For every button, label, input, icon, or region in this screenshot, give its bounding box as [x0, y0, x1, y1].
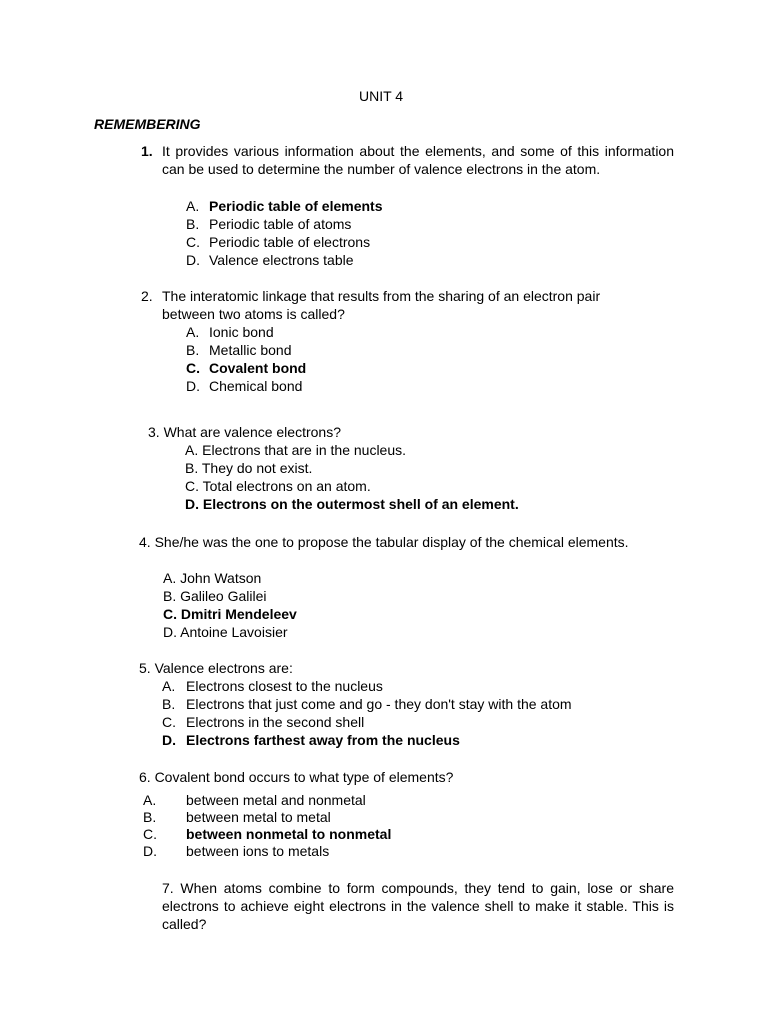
option-letter: C.	[143, 826, 157, 842]
question-text: 4. She/he was the one to propose the tabular display of the chemical elements.	[139, 534, 629, 550]
option-letter: C.	[186, 360, 200, 376]
section-heading: REMEMBERING	[94, 116, 201, 132]
option-text-correct: C. Dmitri Mendeleev	[163, 606, 297, 622]
option-text: Electrons closest to the nucleus	[186, 678, 383, 694]
option-text-correct: D. Electrons on the outermost shell of an element.	[185, 496, 519, 512]
option-letter: D.	[162, 732, 176, 748]
option-text: Ionic bond	[209, 324, 274, 340]
option-text: Electrons that just come and go - they don't stay with the atom	[186, 696, 572, 712]
option-text: B. Galileo Galilei	[163, 588, 267, 604]
option-text: C. Total electrons on an atom.	[185, 478, 371, 494]
question-text-line1: The interatomic linkage that results from the sharing of an electron pair	[162, 288, 601, 304]
option-text: Metallic bond	[209, 342, 292, 358]
option-letter: D.	[186, 252, 200, 268]
option-text: A. Electrons that are in the nucleus.	[185, 442, 407, 458]
option-text: between metal to metal	[186, 809, 331, 825]
option-letter: C.	[162, 714, 176, 730]
option-letter: B.	[186, 216, 200, 232]
question-text: It provides various information about the elements, and some of this information can be used to determine the number of valence electrons in the atom.	[162, 143, 674, 177]
option-text: Periodic table of electrons	[209, 234, 371, 250]
option-text: Periodic table of atoms	[209, 216, 352, 232]
option-letter: C.	[186, 234, 200, 250]
option-letter: A.	[143, 792, 157, 808]
option-letter: A.	[162, 678, 176, 694]
question-number: 1.	[141, 143, 153, 159]
option-text: A. John Watson	[163, 570, 262, 586]
option-letter: D.	[186, 378, 200, 394]
question-text: 3. What are valence electrons?	[148, 424, 341, 440]
option-text: Chemical bond	[209, 378, 303, 394]
question-number: 2.	[141, 288, 153, 304]
question-text-line2: between two atoms is called?	[162, 306, 345, 322]
option-letter: A.	[186, 324, 200, 340]
option-text: between metal and nonmetal	[186, 792, 366, 808]
option-text: Electrons in the second shell	[186, 714, 365, 730]
option-letter: D.	[143, 843, 157, 859]
option-text: D. Antoine Lavoisier	[163, 624, 288, 640]
unit-title: UNIT 4	[359, 88, 404, 104]
option-text-correct: Electrons farthest away from the nucleus	[186, 732, 460, 748]
option-text: Valence electrons table	[209, 252, 354, 268]
question-text: 7. When atoms combine to form compounds, they tend to gain, lose or share electrons to achieve eight electrons in the valence shell to make it stable. This is called?	[162, 880, 674, 932]
option-text: B. They do not exist.	[185, 460, 313, 476]
option-text-correct: between nonmetal to nonmetal	[186, 826, 392, 842]
option-text-correct: Periodic table of elements	[209, 198, 383, 214]
question-text: 6. Covalent bond occurs to what type of elements?	[139, 769, 454, 785]
option-text-correct: Covalent bond	[209, 360, 307, 376]
option-letter: A.	[186, 198, 200, 214]
option-letter: B.	[162, 696, 176, 712]
option-letter: B.	[186, 342, 200, 358]
option-letter: B.	[143, 809, 157, 825]
option-text: between ions to metals	[186, 843, 330, 859]
question-text: 5. Valence electrons are:	[139, 660, 293, 676]
